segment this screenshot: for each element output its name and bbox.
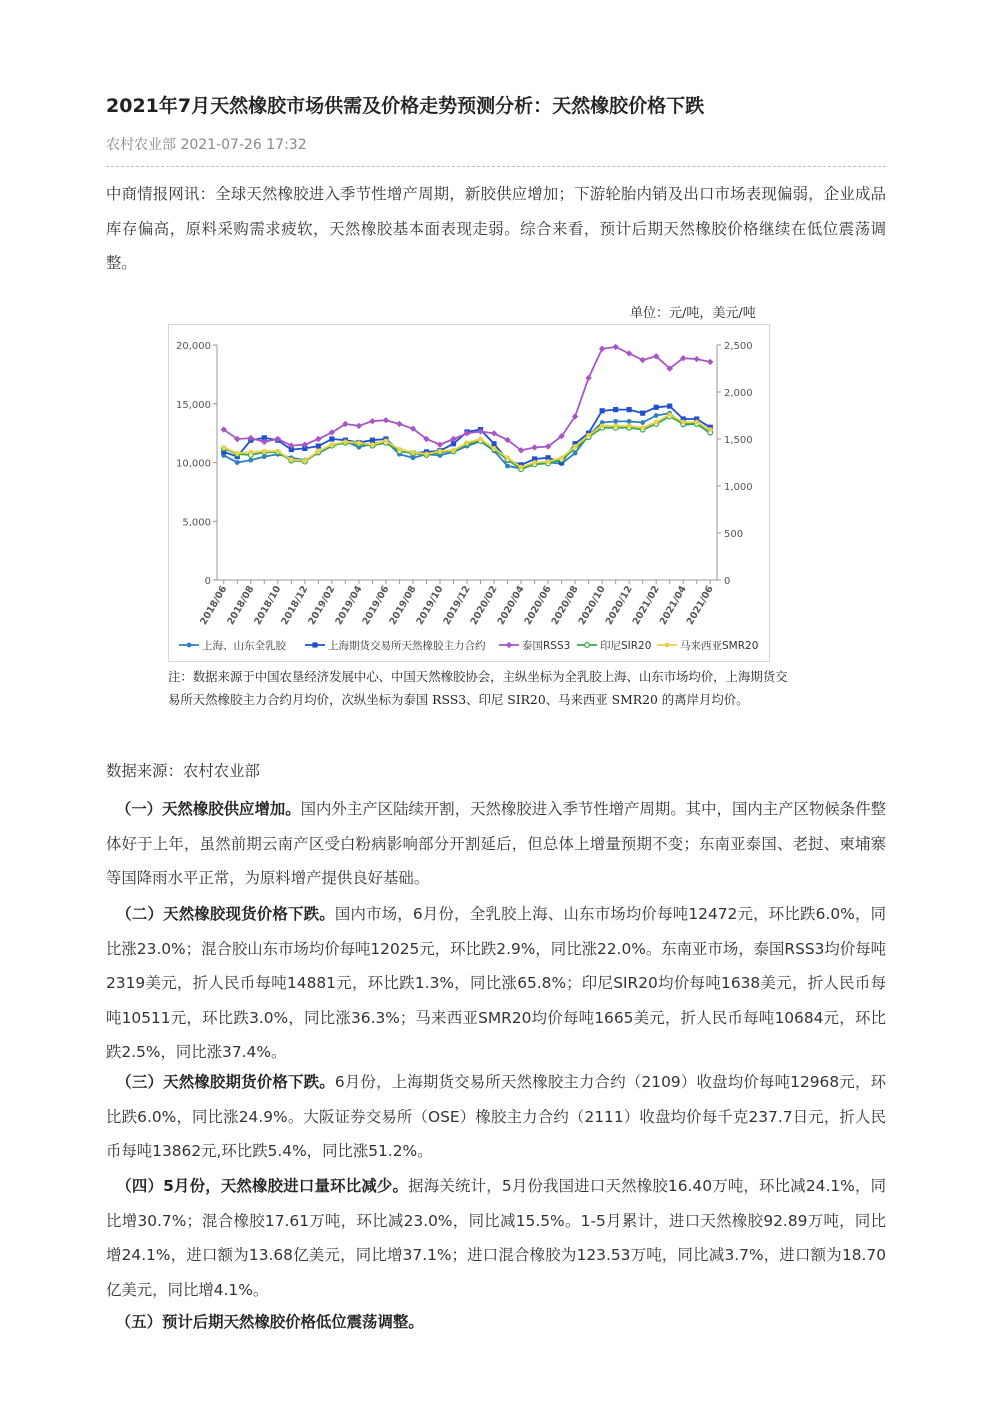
section-2 [106,897,886,1070]
series-2-point [627,407,632,412]
series-5-point [586,433,591,438]
legend-label: 印尼SIR20 [600,640,652,652]
y-right-tick-label: 2,000 [724,388,753,399]
series-5-point [654,420,659,425]
y-right-tick-label: 2,500 [724,341,753,352]
series-3-point [396,421,402,427]
section-4-body: 据海关统计，5月份我国进口天然橡胶16.40万吨，环比减24.1%，同比增30.7%；混合橡胶17.61万吨，环比减23.0%，同比减15.5%。1-5月累计，进口天然橡胶92.89万吨，同比增24.1%，进口额为13.68亿美元，同比增37.1%；进口混合橡胶为123.53万吨，同比减3.7%，进口额为18.70亿美元，同比增4.1%。 [106,1177,886,1299]
section-2-heading: （二）天然橡胶现货价格下跌。 [116,905,335,923]
series-5-point [275,449,280,454]
chart-note: 注：数据来源于中国农垦经济发展中心、中国天然橡胶协会，主纵坐标为全乳胶上海、山东市场均价，上海期货交易所天然橡胶主力合约月均价，次纵坐标为泰国 RSS3、印尼 SIR20、马来西亚 SMR20 的离岸月均价。 [168,669,788,707]
series-5-point [681,420,686,425]
x-tick-label: 2019/04 [333,584,365,627]
series-5-point [248,450,253,455]
series-3-point [383,417,389,423]
intro-paragraph: 中商情报网讯：全球天然橡胶进入季节性增产周期，新胶供应增加；下游轮胎内销及出口市场表现偏弱，企业成品库存偏高，原料采购需求疲软，天然橡胶基本面表现走弱。综合来看，预计后期天然橡胶价格继续在低位震荡调整。 [106,185,886,272]
x-tick-label: 2021/04 [657,584,689,627]
series-1-point [613,419,618,424]
series-3-point [315,436,321,442]
series-3-point [356,423,362,429]
series-5-point [424,452,429,457]
article-title: 2021年7月天然橡胶市场供需及价格走势预测分析：天然橡胶价格下跌 [106,95,705,117]
article-meta: 农村农业部 2021-07-26 17:32 [106,137,307,153]
y-right-tick-label: 0 [724,576,731,587]
series-3-point [585,375,591,381]
series-5-point [694,420,699,425]
series-5-point [559,455,564,460]
x-tick-label: 2019/08 [387,584,419,627]
series-3-point [639,357,645,363]
series-3-point [599,346,605,352]
x-tick-label: 2020/08 [549,584,581,627]
y-left-tick-label: 10,000 [176,458,211,470]
series-2-point [654,405,659,410]
series-1-point [573,451,578,456]
series-5-point [546,459,551,464]
series-2-point [329,436,334,441]
section-1-heading: （一）天然橡胶供应增加。 [115,800,301,818]
legend-marker [506,642,512,648]
series-5-point [627,423,632,428]
series-5-point [289,457,294,462]
series-1-point [640,420,645,425]
series-5-point [343,439,348,444]
x-tick-label: 2021/06 [684,584,716,627]
series-5-point [532,460,537,465]
x-tick-label: 2018/12 [279,584,311,627]
series-3-point [369,418,375,424]
series-5-point [370,442,375,447]
series-5-point [505,455,510,460]
series-3-point [437,441,443,447]
series-5-point [262,449,267,454]
series-5-point [600,423,605,428]
series-5-point [492,446,497,451]
section-1-body: 国内外主产区陆续开割，天然橡胶进入季节性增产周期。其中，国内主产区物候条件整体好于上年，虽然前期云南产区受白粉病影响部分开割延后，但总体上增量预期不变；东南亚泰国、老挝、柬埔寨等国降雨水平正常，为原料增产提供良好基础。 [106,800,886,887]
y-right-tick-label: 1,500 [724,435,753,446]
series-3-point [626,350,632,356]
y-left-tick-label: 15,000 [176,399,211,411]
series-5-point [451,448,456,453]
series-5-point [302,458,307,463]
series-2-point [613,407,618,412]
section-5-heading: （五）预计后期天然橡胶价格低位震荡调整。 [115,1313,424,1331]
series-1-point [654,413,659,418]
series-1-point [505,464,510,469]
x-tick-label: 2020/12 [603,584,635,627]
series-5-point [329,442,334,447]
source-line: 数据来源：农村农业部 [106,762,260,780]
y-right-tick-label: 1,000 [724,482,753,493]
series-5-point [438,449,443,454]
legend-marker [312,642,317,647]
series-1-point [411,455,416,460]
series-5-point [667,412,672,417]
y-left-tick-label: 5,000 [182,517,211,529]
series-1-point [248,458,253,463]
x-tick-label: 2020/04 [495,584,527,627]
y-left-tick-label: 0 [204,576,211,587]
series-2-point [316,443,321,448]
series-5-point [478,437,483,442]
section-1 [106,792,886,896]
legend-marker [187,643,192,648]
series-2-point [600,408,605,413]
series-5-point [397,447,402,452]
series-1-point [627,419,632,424]
legend-label: 上海期货交易所天然橡胶主力合约 [328,640,486,652]
legend-marker [665,643,670,648]
legend-label: 马来西亚SMR20 [680,640,759,652]
legend-label: 上海、山东全乳胶 [202,640,286,652]
series-3-point [694,356,700,362]
series-1-point [235,460,240,465]
x-tick-label: 2018/10 [252,584,284,627]
section-3-body: 6月份，上海期货交易所天然橡胶主力合约（2109）收盘均价每吨12968元，环比跌6.0%，同比涨24.9%。大阪证券交易所（OSE）橡胶主力合约（2111）收盘均价每千克237.7日元，折人民币每吨13862元,环比跌5.4%，同比涨51.2%。 [106,1073,886,1160]
rubber-price-chart [169,325,769,661]
series-5-point [411,450,416,455]
series-2-point [667,404,672,409]
series-5-point [708,427,713,432]
x-tick-label: 2018/06 [198,584,230,627]
x-tick-label: 2020/10 [576,584,608,627]
series-5-point [640,425,645,430]
y-right-tick-label: 500 [724,529,744,540]
series-5-point [235,451,240,456]
series-5-point [519,465,524,470]
section-2-body: 国内市场，6月份，全乳胶上海、山东市场均价每吨12472元，环比跌6.0%，同比涨23.0%；混合胶山东市场均价每吨12025元，环比跌2.9%，同比涨22.0%。东南亚市场，泰国RSS3均价每吨2319美元，折人民币每吨14881元，环比跌1.3%，同比涨65.8%；印尼SIR20均价每吨1638美元，折人民币每吨10511元，环比跌3.0%，同比涨36.3%；马来西亚SMR20均价每吨1665美元，折人民币每吨10684元，环比跌2.5%，同比涨37.4%。 [106,905,886,1061]
series-3-point [707,359,713,365]
legend-label: 泰国RSS3 [522,640,571,652]
series-5-point [316,449,321,454]
chart-box [168,324,770,662]
x-tick-label: 2020/02 [468,584,500,627]
section-3-heading: （三）天然橡胶期货价格下跌。 [116,1073,335,1091]
x-tick-label: 2019/12 [441,584,473,627]
x-tick-label: 2018/08 [225,584,257,627]
section-3 [106,1065,886,1169]
series-5-point [384,438,389,443]
series-5-point [573,444,578,449]
divider [106,166,886,167]
series-3-point [612,344,618,350]
series-2-point [370,438,375,443]
series-5-point [221,445,226,450]
x-tick-label: 2020/06 [522,584,554,627]
x-tick-label: 2021/02 [630,584,662,627]
series-5-point [613,423,618,428]
x-tick-label: 2019/06 [360,584,392,627]
section-4 [106,1169,886,1307]
series-2-point [640,411,645,416]
legend-marker [585,643,590,648]
x-tick-label: 2019/02 [306,584,338,627]
y-left-tick-label: 20,000 [176,341,211,352]
series-3-point [531,444,537,450]
series-5-point [356,440,361,445]
x-tick-label: 2019/10 [414,584,446,627]
section-4-heading: （四）5月份，天然橡胶进口量环比减少。 [116,1177,409,1195]
chart-unit-label: 单位：元/吨，美元/吨 [630,306,756,321]
series-5-point [465,440,470,445]
series-2-point [491,441,496,446]
section-5 [106,1305,886,1340]
series-3-point [491,430,497,436]
